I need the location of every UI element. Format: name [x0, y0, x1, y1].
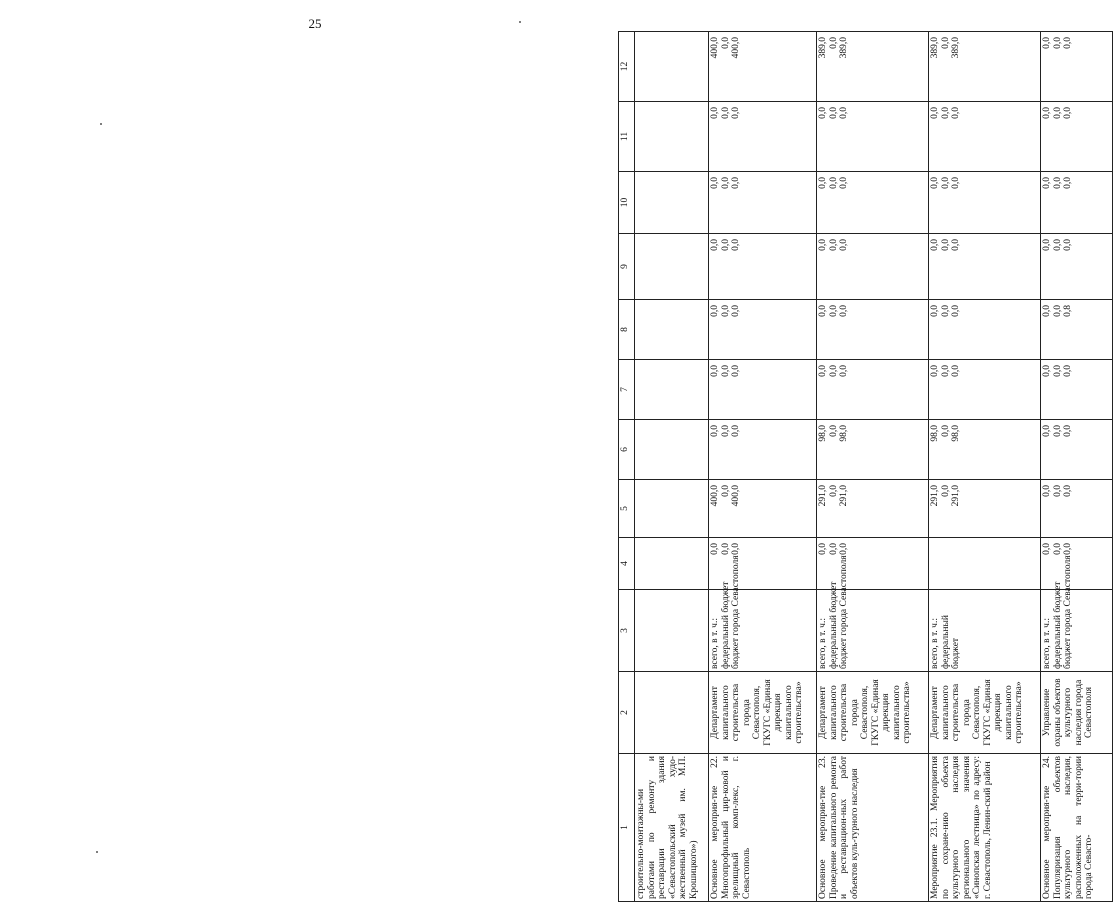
scan-speck [100, 123, 102, 125]
table-row [817, 32, 929, 902]
value-cell [929, 538, 1041, 590]
value-cell: 0,0 0,0 0,0 [929, 172, 1041, 234]
rotated-table-container [618, 32, 1118, 902]
source-line: бюджет города Севастополя [839, 555, 849, 669]
value-cell [635, 102, 709, 172]
value-cell [635, 300, 709, 360]
value-cell: 0,0 0,0 0,0 [709, 172, 817, 234]
value-cell: 0,0 0,0 0,0 [929, 360, 1041, 420]
value-cell [635, 32, 709, 102]
source-line: бюджет города Севастополя [1063, 555, 1073, 669]
activity-cell: Основное мероприя-тие 24. Популяризация объектов культурного наследия, расположенных на терри-тории города Севасто- [1041, 754, 1113, 902]
table-row [1041, 32, 1113, 902]
source-line: федеральный бюджет [720, 581, 731, 669]
value-cell: 0,0 0,0 0,0 [929, 234, 1041, 300]
value-cell [635, 172, 709, 234]
value-cell: 0,0 0,0 0,0 [709, 538, 817, 590]
executor-cell [635, 672, 709, 754]
value-cell: 0,0 0,0 0,0 [1041, 102, 1113, 172]
value-cell: 0,0 0,0 0,0 [817, 234, 929, 300]
column-header: 3 [619, 590, 635, 672]
value-cell: 0,0 0,0 0,0 [1041, 480, 1113, 538]
source-cell [1041, 555, 1113, 672]
source-cell [929, 590, 1041, 672]
value-cell [635, 480, 709, 538]
value-cell: 0,0 0,0 0,0 [1041, 172, 1113, 234]
column-number-row [619, 32, 635, 902]
value-cell: 0,0 0,0 0,0 [709, 360, 817, 420]
value-cell [635, 234, 709, 300]
value-cell: 0,0 0,0 0,0 [929, 300, 1041, 360]
value-cell: 0,0 0,0 0,0 [817, 102, 929, 172]
column-header: 4 [619, 538, 635, 590]
value-cell: 0,0 0,0 0,8 [1041, 300, 1113, 360]
executor-cell: Департамент капитального строительства города Севастополя, ГКУГС «Единая дирекция капитального строительства» [929, 672, 1041, 754]
value-cell: 0,0 0,0 0,0 [709, 300, 817, 360]
source-cell [817, 555, 929, 672]
value-cell: 400,0 0,0 400,0 [709, 480, 817, 538]
value-cell: 0,0 0,0 0,0 [1041, 234, 1113, 300]
activity-cell: Мероприятие 23.1. Мероприятия по сохране-нию объекта культурного наследия регионального значения «Синопская лестница» по адресу: г. Севастополь, Ленин-ский район [929, 754, 1041, 902]
value-cell: 0,0 0,0 0,0 [1041, 360, 1113, 420]
source-line: федеральный бюджет [1052, 581, 1063, 669]
value-cell: 0,0 0,0 0,0 [1041, 32, 1113, 102]
source-cell [709, 555, 817, 672]
value-cell: 291,0 0,0 291,0 [929, 480, 1041, 538]
executor-cell: Департамент капитального строительства города Севастополя, ГКУГС «Единая дирекция капитального строительства» [817, 672, 929, 754]
value-cell [635, 360, 709, 420]
value-cell: 0,0 0,0 0,0 [817, 360, 929, 420]
value-cell: 0,0 0,0 0,0 [1041, 420, 1113, 480]
source-line: всего, в т. ч.: [710, 618, 720, 669]
executor-cell: Департамент капитального строительства города Севастополя, ГКУГС «Единая дирекция капитального строительства» [709, 672, 817, 754]
value-cell: 0,0 0,0 0,0 [709, 234, 817, 300]
column-header: 5 [619, 480, 635, 538]
table-row [929, 32, 1041, 902]
table-row [635, 32, 709, 902]
value-cell [635, 420, 709, 480]
value-cell: 98,0 0,0 98,0 [929, 420, 1041, 480]
scan-speck [96, 851, 98, 853]
source-line: бюджет [951, 637, 961, 669]
value-cell: 0,0 0,0 0,0 [817, 300, 929, 360]
source-line: федеральный бюджет [828, 581, 839, 669]
source-line: всего, в т. ч.: [930, 618, 940, 669]
value-cell: 0,0 0,0 0,0 [929, 102, 1041, 172]
value-cell [635, 538, 709, 590]
scan-speck [519, 21, 521, 23]
executor-cell: Управление охраны объектов культурного наследия города Севастополя [1041, 672, 1113, 754]
source-line: бюджет города Севастополя [731, 555, 741, 669]
budget-table [618, 31, 1113, 902]
source-line: всего, в т. ч.: [818, 618, 828, 669]
value-cell: 389,0 0,0 389,0 [817, 32, 929, 102]
column-header: 8 [619, 300, 635, 360]
table-row [709, 32, 817, 902]
column-header: 10 [619, 172, 635, 234]
column-header: 6 [619, 420, 635, 480]
activity-cell: Основное мероприя-тие 22. Многопрофильный цир-ковой и зрелищный комп-лекс, г. Севастополь [709, 754, 817, 902]
source-line: всего, в т. ч.: [1042, 618, 1052, 669]
page-number: 25 [308, 16, 322, 31]
activity-cell: Основное мероприя-тие 23. Проведение капитального ремонта и реставрацион-ных работ объектов куль-турного наследия [817, 754, 929, 902]
value-cell: 0,0 0,0 0,0 [1041, 538, 1113, 590]
column-header: 7 [619, 360, 635, 420]
value-cell: 400,0 0,0 400,0 [709, 32, 817, 102]
value-cell: 291,0 0,0 291,0 [817, 480, 929, 538]
column-header: 9 [619, 234, 635, 300]
value-cell: 0,0 0,0 0,0 [709, 102, 817, 172]
column-header: 1 [619, 754, 635, 902]
value-cell: 389,0 0,0 389,0 [929, 32, 1041, 102]
column-header: 11 [619, 102, 635, 172]
source-cell [635, 590, 709, 672]
column-header: 2 [619, 672, 635, 754]
value-cell: 0,0 0,0 0,0 [817, 172, 929, 234]
value-cell: 0,0 0,0 0,0 [817, 538, 929, 590]
value-cell: 0,0 0,0 0,0 [709, 420, 817, 480]
activity-cell: строительно-монтажны-ми работами по ремонту и реставрации здания «Севастопольский худо-жественный музей им. М.П. Крошицкого») [635, 754, 709, 902]
source-line: федеральный [940, 615, 951, 669]
value-cell: 98,0 0,0 98,0 [817, 420, 929, 480]
column-header: 12 [619, 32, 635, 102]
